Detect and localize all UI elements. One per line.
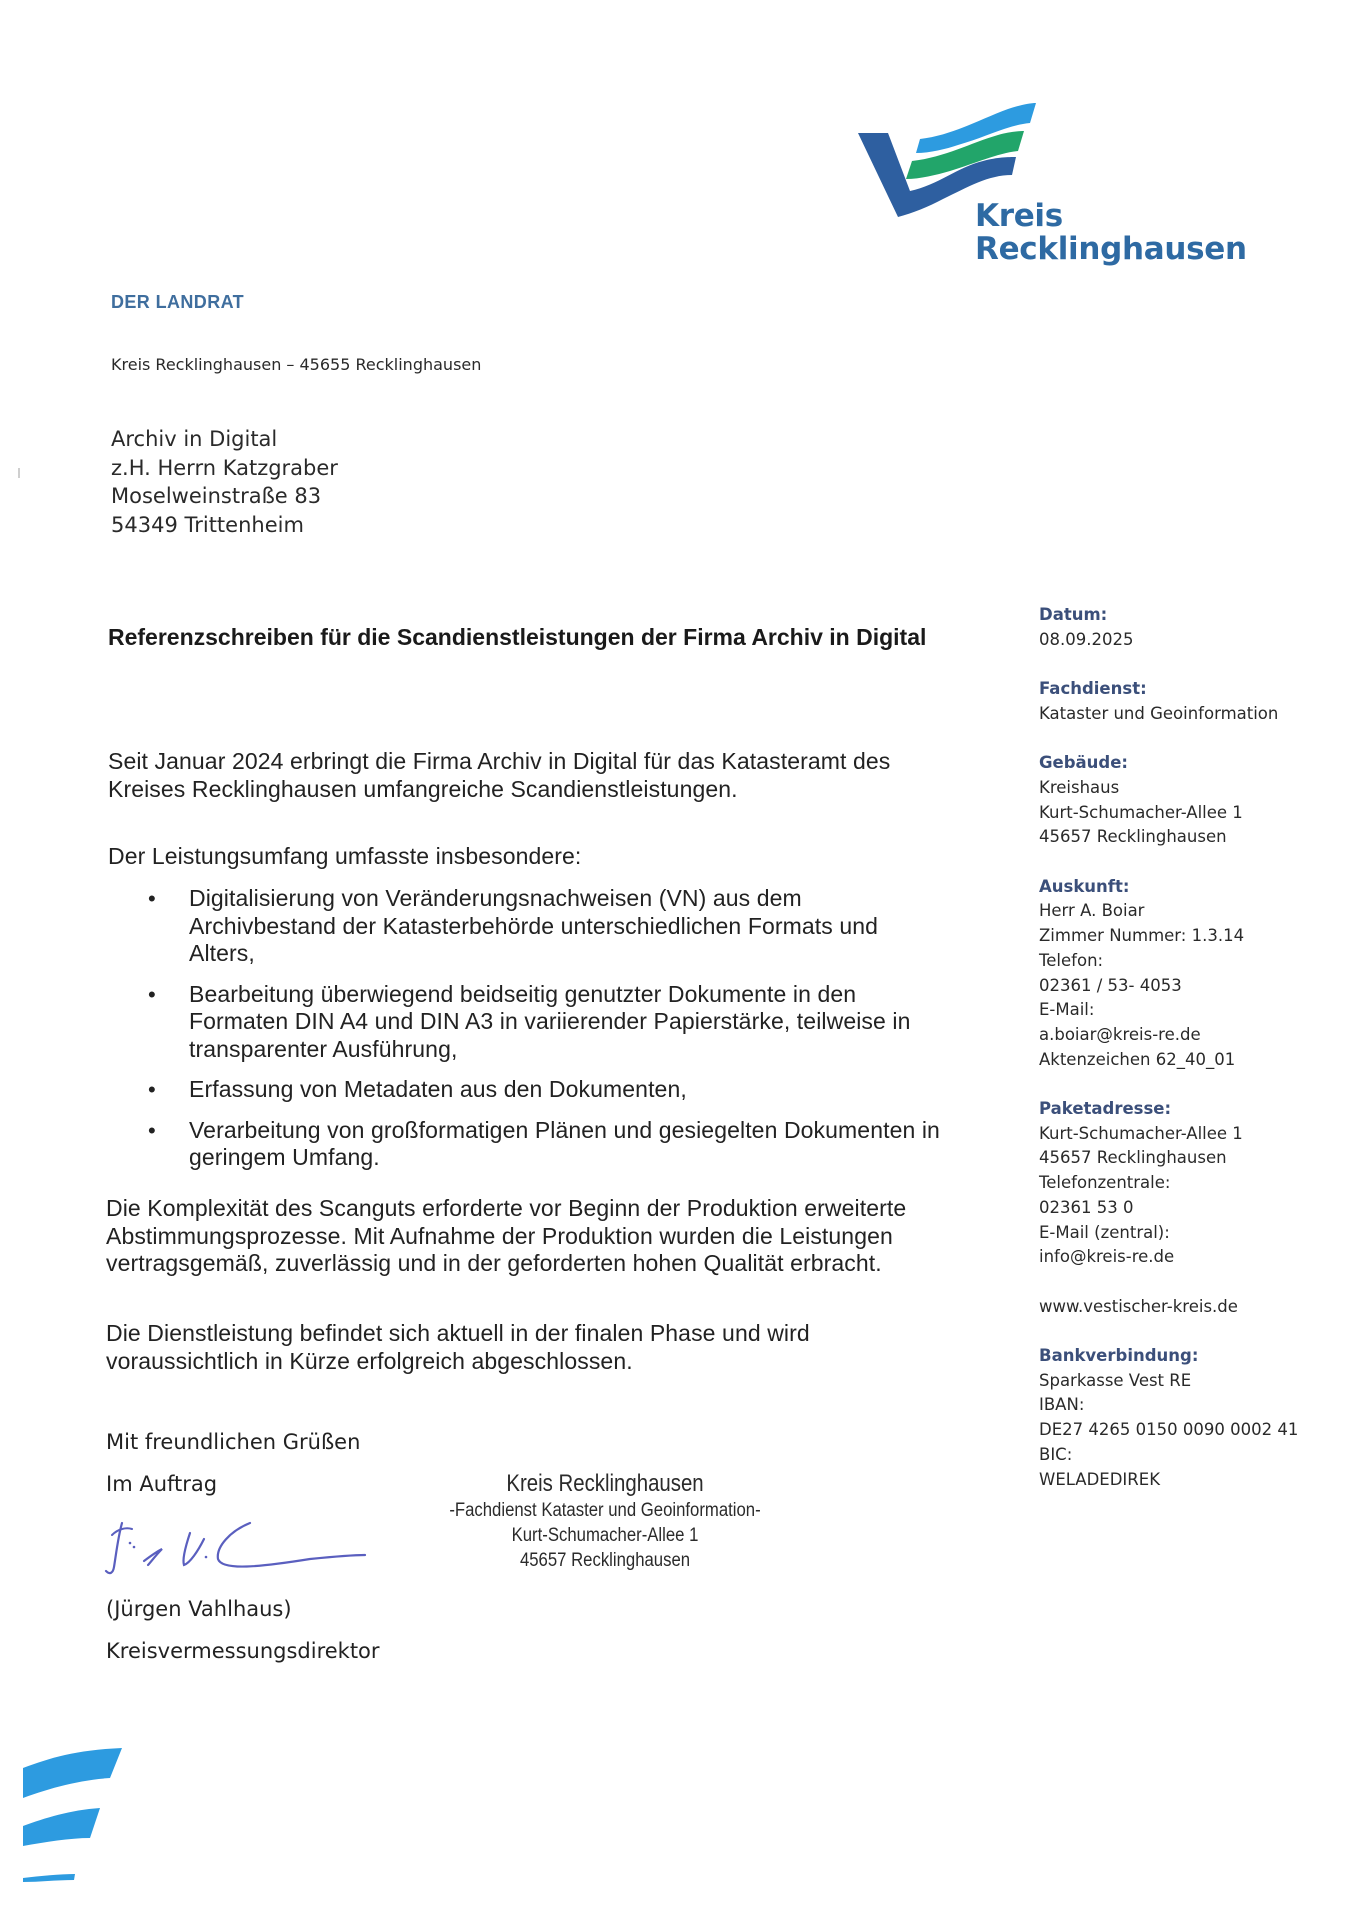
- list-item: [108, 981, 948, 1064]
- info-block-fachdienst: [1039, 677, 1349, 726]
- info-line: 45657 Recklinghausen: [1039, 827, 1227, 847]
- website-link[interactable]: www.vestischer-kreis.de: [1039, 1296, 1238, 1316]
- info-label: Gebäude:: [1039, 753, 1129, 773]
- recipient-line: 54349 Trittenheim: [111, 512, 304, 537]
- info-line: BIC:: [1039, 1444, 1073, 1464]
- list-item-text: Bearbeitung überwiegend beidseitig genutzter Dokumente in den Formaten DIN A4 und DIN A3 in variierender Papierstärke, teilweise in transparenter Ausführung,: [189, 980, 911, 1062]
- info-line: Kataster und Geoinformation: [1039, 703, 1279, 723]
- body-paragraph-status: Die Dienstleistung befindet sich aktuell in der finalen Phase und wird voraussichtlich in Kürze erfolgreich abgeschlossen.: [106, 1320, 810, 1374]
- info-line: E-Mail:: [1039, 1000, 1095, 1020]
- bic-value: WELADEDIREK: [1039, 1469, 1161, 1489]
- signer-title: Kreisvermessungsdirektor: [106, 1639, 380, 1663]
- stamp-line: Kreis Recklinghausen: [506, 1470, 704, 1497]
- phone-number: 02361 / 53- 4053: [1039, 975, 1182, 995]
- letter-subject: Referenzschreiben für die Scandienstleistungen der Firma Archiv in Digital: [108, 624, 927, 650]
- bullet-icon: •: [148, 981, 156, 1007]
- email-link[interactable]: info@kreis-re.de: [1039, 1247, 1175, 1267]
- info-block-auskunft: [1039, 875, 1349, 1073]
- body-paragraph-scope: Der Leistungsumfang umfasste insbesondere:: [108, 843, 582, 869]
- body-paragraph-quality: Die Komplexität des Scanguts erforderte vor Beginn der Produktion erweiterte Abstimmungsprozesse. Mit Aufnahme der Produktion wurden die Leistungen vertragsgemäß, zuverlässig und in der geforderten hohen Qualität erbracht.: [106, 1195, 907, 1276]
- info-line: Zimmer Nummer: 1.3.14: [1039, 926, 1245, 946]
- department-heading: DER LANDRAT: [111, 292, 245, 312]
- brand-name: [975, 200, 1247, 266]
- info-label: Datum:: [1039, 605, 1108, 624]
- list-item-text: Erfassung von Metadaten aus den Dokumenten,: [189, 1076, 687, 1102]
- signer-name: (Jürgen Vahlhaus): [106, 1597, 292, 1621]
- info-block-website: [1039, 1295, 1349, 1320]
- list-item: [108, 885, 948, 968]
- info-line: Herr A. Boiar: [1039, 901, 1145, 921]
- office-stamp: [405, 1470, 805, 1573]
- fold-mark: [18, 468, 20, 478]
- stamp-line: Kurt-Schumacher-Allee 1: [511, 1525, 699, 1546]
- recipient-line: z.H. Herrn Katzgraber: [111, 455, 338, 480]
- info-line: Kurt-Schumacher-Allee 1: [1039, 1123, 1243, 1143]
- brand-name-line2: Recklinghausen: [975, 231, 1247, 267]
- info-line: IBAN:: [1039, 1395, 1085, 1415]
- info-line: Kurt-Schumacher-Allee 1: [1039, 802, 1243, 822]
- info-label: Paketadresse:: [1039, 1099, 1172, 1118]
- stamp-line: 45657 Recklinghausen: [519, 1550, 691, 1571]
- recipient-line: Archiv in Digital: [111, 427, 278, 451]
- info-block-gebaeude: [1039, 751, 1349, 850]
- info-line: Telefon:: [1039, 950, 1104, 970]
- list-item: [108, 1117, 948, 1172]
- info-line: Telefonzentrale:: [1039, 1173, 1171, 1193]
- footer-brand-stripes-icon: [20, 1748, 130, 1908]
- list-item-text: Digitalisierung von Veränderungsnachweisen (VN) aus dem Archivbestand der Katasterbehörde unterschiedlichen Formats und Alters,: [189, 885, 879, 966]
- phone-number: 02361 53 0: [1039, 1197, 1134, 1217]
- file-reference: Aktenzeichen 62_40_01: [1039, 1049, 1236, 1069]
- list-item: [108, 1076, 948, 1104]
- bullet-icon: •: [148, 1117, 156, 1143]
- brand-name-line1: Kreis: [975, 198, 1063, 234]
- scope-bullet-list: [108, 885, 948, 1185]
- info-label: Fachdienst:: [1039, 679, 1147, 699]
- iban-value: DE27 4265 0150 0090 0002 41: [1039, 1420, 1299, 1440]
- info-block-datum: [1039, 603, 1349, 652]
- recipient-line: Moselweinstraße 83: [111, 484, 322, 508]
- stamp-line: -Fachdienst Kataster und Geoinformation-: [449, 1500, 761, 1521]
- bullet-icon: •: [148, 1077, 156, 1102]
- info-label: Bankverbindung:: [1039, 1346, 1199, 1365]
- info-block-bank: [1039, 1344, 1349, 1492]
- handwritten-signature-icon: [100, 1515, 370, 1585]
- closing-greeting: Mit freundlichen Grüßen: [106, 1430, 361, 1454]
- list-item-text: Verarbeitung von großformatigen Plänen und gesiegelten Dokumenten in geringem Umfang.: [189, 1116, 940, 1170]
- info-label: Auskunft:: [1039, 876, 1130, 896]
- info-line: Sparkasse Vest RE: [1039, 1370, 1192, 1390]
- recipient-address: [111, 425, 338, 539]
- sender-return-address: Kreis Recklinghausen – 45655 Recklinghausen: [111, 355, 482, 374]
- info-line: 45657 Recklinghausen: [1039, 1148, 1227, 1168]
- closing-im-auftrag: Im Auftrag: [106, 1472, 218, 1496]
- info-block-paketadresse: [1039, 1097, 1349, 1270]
- email-link[interactable]: a.boiar@kreis-re.de: [1039, 1024, 1201, 1044]
- letter-info-sidebar: [1039, 603, 1349, 1517]
- info-line: Kreishaus: [1039, 777, 1120, 797]
- info-line: E-Mail (zentral):: [1039, 1222, 1170, 1242]
- bullet-icon: •: [148, 886, 156, 911]
- letter-date: 08.09.2025: [1039, 629, 1134, 649]
- body-paragraph-intro: Seit Januar 2024 erbringt die Firma Archiv in Digital für das Katasteramt des Kreises Recklinghausen umfangreiche Scandienstleistungen.: [108, 748, 891, 802]
